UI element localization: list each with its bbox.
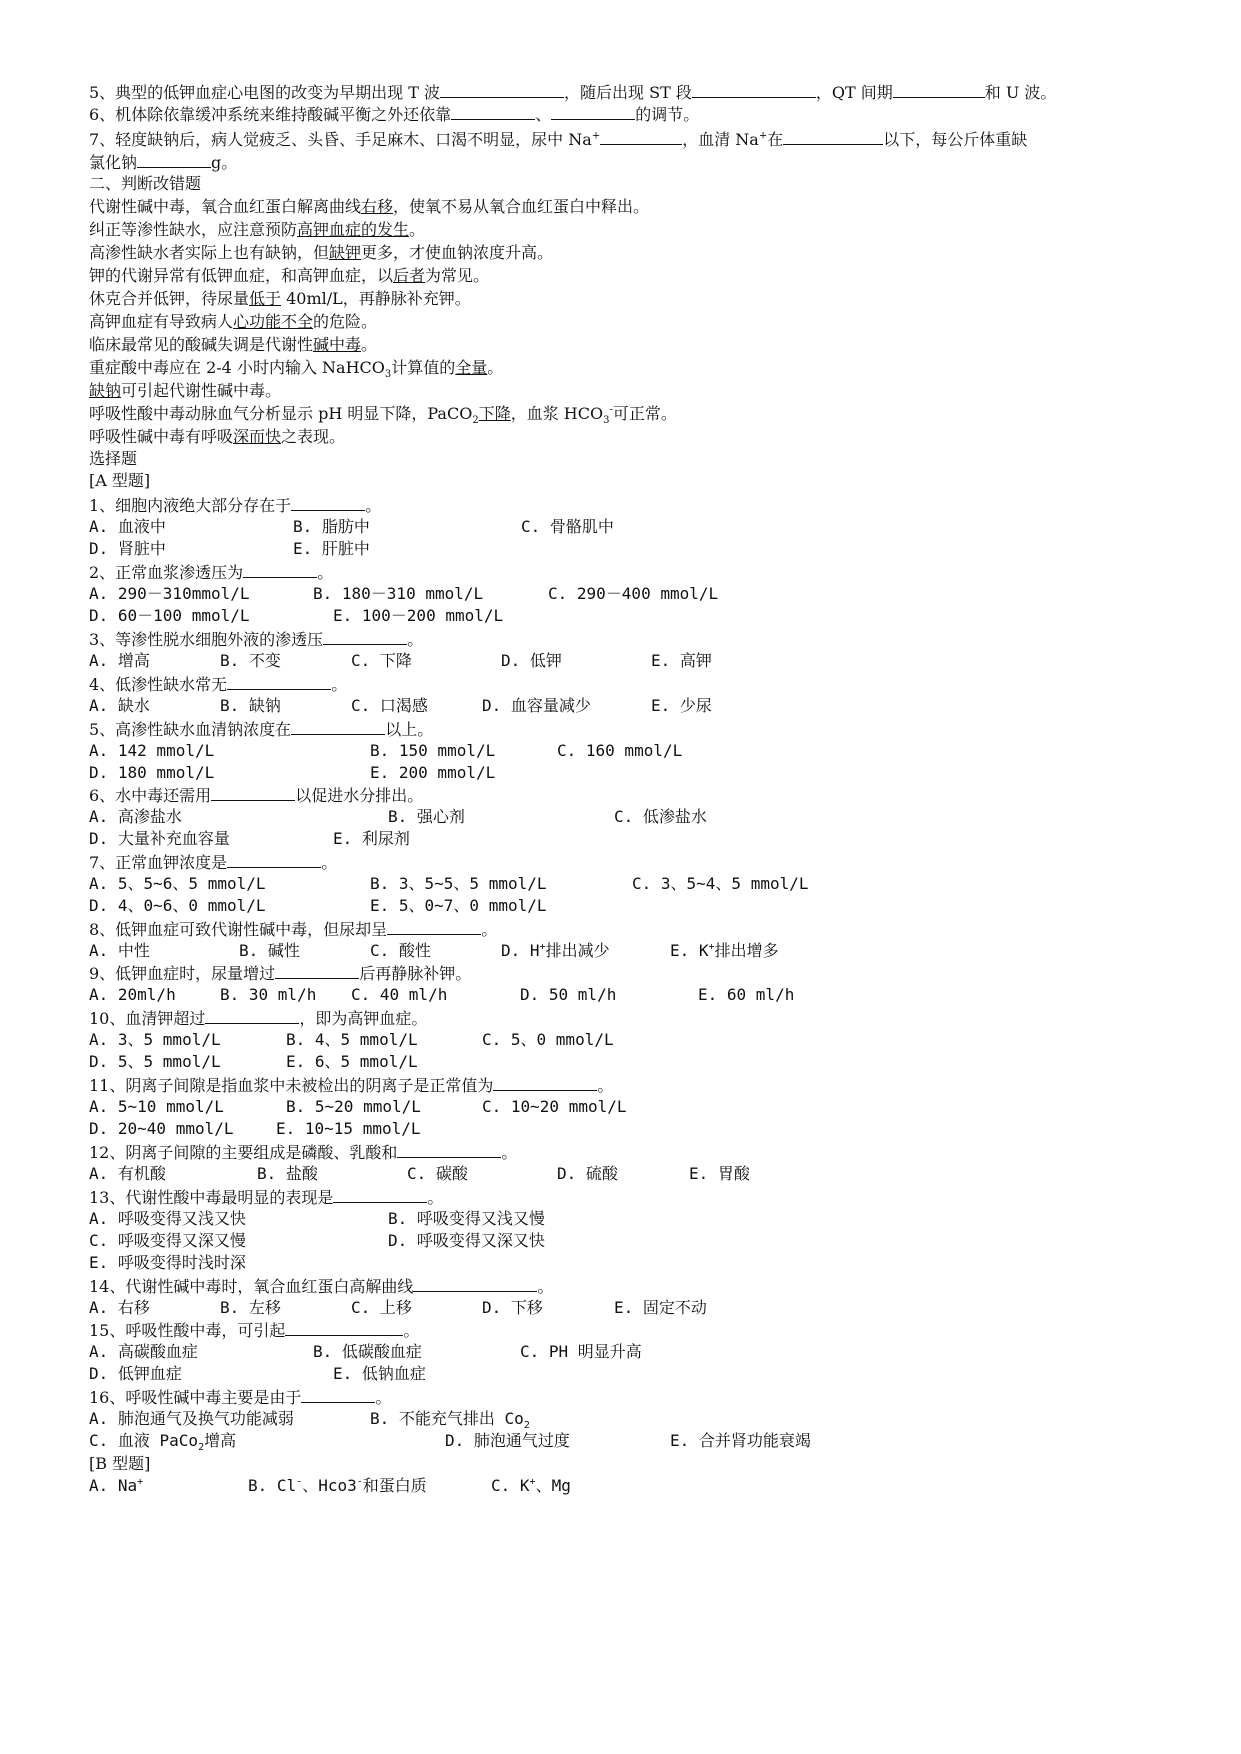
option-d[interactable]: D. 低钾血症 (89, 1364, 182, 1383)
option-b[interactable]: B. 左移 (220, 1298, 281, 1317)
option-b[interactable]: B. 脂肪中 (293, 517, 370, 536)
option-e[interactable]: E. 合并肾功能衰竭 (670, 1431, 811, 1450)
option-a[interactable]: A. Na+ (89, 1476, 144, 1495)
question-stem: 15、呼吸性酸中毒，可引起 。 (89, 1321, 420, 1340)
option-a[interactable]: A. 3、5 mmol/L (89, 1030, 221, 1049)
option-c[interactable]: C. 40 ml/h (351, 985, 448, 1004)
option-b[interactable]: B. 4、5 mmol/L (286, 1030, 418, 1049)
option-c[interactable]: C. 下降 (351, 651, 412, 670)
judge-item: 休克合并低钾，待尿量低于 40ml/L，再静脉补充钾。 (89, 289, 471, 308)
option-c[interactable]: C. 10~20 mmol/L (482, 1097, 627, 1116)
option-e[interactable]: E. 利尿剂 (333, 829, 410, 848)
judge-item: 高渗性缺水者实际上也有缺钠，但缺钾更多，才使血钠浓度升高。 (89, 243, 554, 262)
option-a[interactable]: A. 血液中 (89, 517, 166, 536)
answer-blank[interactable] (600, 128, 682, 145)
judge-item: 代谢性碱中毒，氧合血红蛋白解离曲线右移，使氧不易从氧合血红蛋白中释出。 (89, 197, 650, 216)
option-c[interactable]: C. 160 mmol/L (557, 741, 683, 760)
judge-item: 纠正等渗性缺水，应注意预防高钾血症的发生。 (89, 220, 426, 239)
fill-question-7-cont: 氯化钠 g。 (89, 153, 238, 172)
option-c[interactable]: C. 碳酸 (407, 1164, 468, 1183)
option-c[interactable]: C. 低渗盐水 (614, 807, 707, 826)
option-d[interactable]: D. 肺泡通气过度 (445, 1431, 570, 1450)
answer-blank[interactable] (285, 1319, 403, 1336)
option-e[interactable]: E. 100－200 mmol/L (333, 606, 504, 625)
answer-blank[interactable] (387, 918, 481, 935)
answer-blank[interactable] (413, 1275, 537, 1292)
question-stem: 11、阴离子间隙是指血浆中未被检出的阴离子是正常值为 。 (89, 1076, 614, 1095)
option-a[interactable]: A. 5、5~6、5 mmol/L (89, 874, 266, 893)
question-stem: 5、高渗性缺水血清钠浓度在 以上。 (89, 720, 434, 739)
answer-blank[interactable] (323, 628, 407, 645)
option-a[interactable]: A. 呼吸变得又浅又快 (89, 1209, 246, 1228)
answer-blank[interactable] (333, 1186, 427, 1203)
question-stem: 7、正常血钾浓度是 。 (89, 853, 338, 872)
answer-blank[interactable] (893, 81, 985, 98)
fill-question-7: 7、轻度缺钠后，病人觉疲乏、头昏、手足麻木、口渴不明显，尿中 Na+ ，血清 Na+在 以下，每公斤体重缺 (89, 130, 1028, 149)
option-a[interactable]: A. 有机酸 (89, 1164, 166, 1183)
judge-item: 缺钠可引起代谢性碱中毒。 (89, 381, 282, 400)
question-stem: 1、细胞内液绝大部分存在于 。 (89, 496, 382, 515)
judge-item: 呼吸性碱中毒有呼吸深而快之表现。 (89, 427, 346, 446)
section-subtitle-a-type: [A 型题] (89, 471, 151, 490)
option-d[interactable]: D. 20~40 mmol/L (89, 1119, 234, 1138)
answer-blank[interactable] (205, 1007, 299, 1024)
option-d[interactable]: D. H+排出减少 (501, 941, 610, 960)
fill-question-5: 5、典型的低钾血症心电图的改变为早期出现 T 波 ，随后出现 ST 段 ，QT 间期 和 U 波。 (89, 83, 1057, 102)
option-e[interactable]: E. 200 mmol/L (370, 763, 496, 782)
answer-blank[interactable] (227, 673, 331, 690)
option-d[interactable]: D. 4、0~6、0 mmol/L (89, 896, 266, 915)
option-e[interactable]: E. 高钾 (651, 651, 712, 670)
option-d[interactable]: D. 肾脏中 (89, 539, 166, 558)
option-b[interactable]: B. 碱性 (239, 941, 300, 960)
judge-item: 重症酸中毒应在 2-4 小时内输入 NaHCO$_3$计算值的全量。 (89, 358, 504, 381)
answer-blank[interactable] (275, 962, 359, 979)
option-d[interactable]: D. 呼吸变得又深又快 (388, 1231, 545, 1250)
option-d[interactable]: D. 下移 (482, 1298, 543, 1317)
question-stem: 14、代谢性碱中毒时，氧合血红蛋白高解曲线 。 (89, 1277, 554, 1296)
question-stem: 10、血清钾超过 ，即为高钾血症。 (89, 1009, 428, 1028)
option-c[interactable]: C. PH 明显升高 (520, 1342, 642, 1361)
option-e[interactable]: E. 6、5 mmol/L (286, 1052, 418, 1071)
option-e[interactable]: E. 低钠血症 (333, 1364, 426, 1383)
section-title-choice: 选择题 (89, 449, 138, 468)
question-stem: 4、低渗性缺水常无 。 (89, 675, 348, 694)
option-c[interactable]: C. 血液 PaCo$_2$增高 (89, 1431, 237, 1454)
option-d[interactable]: D. 50 ml/h (520, 985, 617, 1004)
option-e[interactable]: E. K+排出增多 (670, 941, 779, 960)
answer-blank[interactable] (451, 103, 535, 120)
judge-item: 钾的代谢异常有低钾血症，和高钾血症，以后者为常见。 (89, 266, 490, 285)
option-b[interactable]: B. 呼吸变得又浅又慢 (388, 1209, 545, 1228)
option-d[interactable]: D. 5、5 mmol/L (89, 1052, 221, 1071)
answer-blank[interactable] (301, 1386, 375, 1403)
answer-blank[interactable] (493, 1074, 597, 1091)
option-a[interactable]: A. 肺泡通气及换气功能减弱 (89, 1409, 294, 1428)
option-a[interactable]: A. 290－310mmol/L (89, 584, 250, 603)
option-d[interactable]: D. 血容量减少 (482, 696, 591, 715)
question-stem: 13、代谢性酸中毒最明显的表现是 。 (89, 1188, 444, 1207)
option-e[interactable]: E. 呼吸变得时浅时深 (89, 1253, 246, 1272)
judge-item: 呼吸性酸中毒动脉血气分析显示 pH 明显下降，PaCO$_2$下降，血浆 $HCO_3^-$可正常。 (89, 404, 677, 427)
option-a[interactable]: A. 高渗盐水 (89, 807, 182, 826)
option-e[interactable]: E. 60 ml/h (698, 985, 795, 1004)
answer-blank[interactable] (692, 81, 816, 98)
option-c[interactable]: C. 3、5~4、5 mmol/L (632, 874, 809, 893)
option-b[interactable]: B. 强心剂 (388, 807, 465, 826)
option-a[interactable]: A. 20ml/h (89, 985, 176, 1004)
option-e[interactable]: E. 10~15 mmol/L (276, 1119, 421, 1138)
option-a[interactable]: A. 右移 (89, 1298, 150, 1317)
answer-blank[interactable] (291, 494, 365, 511)
option-b[interactable]: B. 低碳酸血症 (313, 1342, 422, 1361)
question-stem: 12、阴离子间隙的主要组成是磷酸、乳酸和 。 (89, 1143, 518, 1162)
section-subtitle-b-type: [B 型题] (89, 1454, 151, 1473)
option-c[interactable]: C. 5、0 mmol/L (482, 1030, 614, 1049)
option-e[interactable]: E. 固定不动 (614, 1298, 707, 1317)
option-a[interactable]: A. 高碳酸血症 (89, 1342, 198, 1361)
answer-blank[interactable] (551, 103, 635, 120)
option-b[interactable]: B. 不变 (220, 651, 281, 670)
option-c[interactable]: C. 酸性 (370, 941, 431, 960)
question-stem: 16、呼吸性碱中毒主要是由于 。 (89, 1388, 392, 1407)
option-e[interactable]: E. 少尿 (651, 696, 712, 715)
option-e[interactable]: E. 胃酸 (689, 1164, 750, 1183)
question-stem: 3、等渗性脱水细胞外液的渗透压 。 (89, 630, 424, 649)
judge-item: 临床最常见的酸碱失调是代谢性碱中毒。 (89, 335, 378, 354)
option-a[interactable]: A. 142 mmol/L (89, 741, 215, 760)
option-b[interactable]: B. 3、5~5、5 mmol/L (370, 874, 547, 893)
option-a[interactable]: A. 5~10 mmol/L (89, 1097, 224, 1116)
answer-blank[interactable] (137, 151, 211, 168)
option-b[interactable]: B. 30 ml/h (220, 985, 317, 1004)
judge-item: 高钾血症有导致病人心功能不全的危险。 (89, 312, 378, 331)
option-d[interactable]: D. 60－100 mmol/L (89, 606, 250, 625)
option-b[interactable]: B. Cl-、Hco3-和蛋白质 (248, 1476, 427, 1495)
option-b[interactable]: B. 缺钠 (220, 696, 281, 715)
option-e[interactable]: E. 肝脏中 (293, 539, 370, 558)
answer-blank[interactable] (243, 561, 317, 578)
fill-question-6: 6、机体除依靠缓冲系统来维持酸碱平衡之外还依靠 、 的调节。 (89, 105, 700, 124)
option-c[interactable]: C. 骨骼肌中 (521, 517, 614, 536)
answer-blank[interactable] (440, 81, 564, 98)
option-b[interactable]: B. 150 mmol/L (370, 741, 496, 760)
option-e[interactable]: E. 5、0~7、0 mmol/L (370, 896, 547, 915)
option-c[interactable]: C. 口渴感 (351, 696, 428, 715)
answer-blank[interactable] (211, 784, 295, 801)
option-b[interactable]: B. 180－310 mmol/L (313, 584, 484, 603)
question-stem: 2、正常血浆渗透压为 。 (89, 563, 334, 582)
option-b[interactable]: B. 不能充气排出 $Co_2$ (370, 1409, 530, 1432)
option-a[interactable]: A. 增高 (89, 651, 150, 670)
question-stem: 8、低钾血症可致代谢性碱中毒，但尿却呈 。 (89, 920, 498, 939)
option-a[interactable]: A. 中性 (89, 941, 150, 960)
option-d[interactable]: D. 大量补充血容量 (89, 829, 230, 848)
answer-blank[interactable] (783, 128, 883, 145)
answer-blank[interactable] (227, 851, 321, 868)
answer-blank[interactable] (291, 718, 385, 735)
question-stem: 9、低钾血症时，尿量增过 后再静脉补钾。 (89, 964, 472, 983)
question-stem: 6、水中毒还需用 以促进水分排出。 (89, 786, 424, 805)
option-a[interactable]: A. 缺水 (89, 696, 150, 715)
answer-blank[interactable] (397, 1141, 501, 1158)
section-title-judge: 二、判断改错题 (89, 174, 202, 193)
option-c[interactable]: C. 290－400 mmol/L (548, 584, 719, 603)
option-d[interactable]: D. 180 mmol/L (89, 763, 215, 782)
option-b[interactable]: B. 盐酸 (257, 1164, 318, 1183)
option-c[interactable]: C. 呼吸变得又深又慢 (89, 1231, 246, 1250)
option-d[interactable]: D. 硫酸 (557, 1164, 618, 1183)
option-c[interactable]: C. K+、Mg (491, 1476, 571, 1495)
option-d[interactable]: D. 低钾 (501, 651, 562, 670)
option-c[interactable]: C. 上移 (351, 1298, 412, 1317)
option-b[interactable]: B. 5~20 mmol/L (286, 1097, 421, 1116)
